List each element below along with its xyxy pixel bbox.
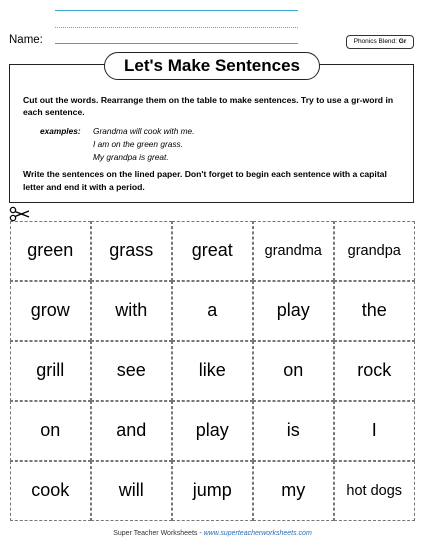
word-card[interactable]: on bbox=[10, 401, 92, 462]
word-card[interactable]: rock bbox=[334, 341, 416, 402]
word-card[interactable]: is bbox=[253, 401, 335, 462]
phonics-blend-badge bbox=[346, 35, 414, 49]
word-card[interactable]: play bbox=[172, 401, 254, 462]
instructions-write: Write the sentences on the lined paper. Don't forget to begin each sentence with a capital letter and end it with a period. bbox=[23, 169, 387, 192]
footer-url-link[interactable]: www.superteacherworksheets.com bbox=[203, 530, 312, 537]
badge-prefix: Phonics Blend: bbox=[353, 38, 397, 45]
word-card[interactable]: grandpa bbox=[334, 221, 416, 282]
example-sentence: I am on the green grass. bbox=[93, 139, 183, 149]
word-card[interactable]: grandma bbox=[253, 221, 335, 282]
word-card[interactable]: play bbox=[253, 281, 335, 342]
instructions-intro: Cut out the words. Rearrange them on the table to make sentences. Try to use a gr-word in each sentence. bbox=[23, 95, 394, 117]
name-line-midline bbox=[55, 27, 298, 28]
word-card[interactable]: and bbox=[91, 401, 173, 462]
word-card[interactable]: jump bbox=[172, 461, 254, 522]
word-card[interactable]: grill bbox=[10, 341, 92, 402]
page-title: Let's Make Sentences bbox=[104, 52, 320, 80]
word-card[interactable]: green bbox=[10, 221, 92, 282]
word-card[interactable]: see bbox=[91, 341, 173, 402]
footer bbox=[0, 530, 425, 537]
word-card[interactable]: cook bbox=[10, 461, 92, 522]
word-card[interactable]: the bbox=[334, 281, 416, 342]
word-card[interactable]: great bbox=[172, 221, 254, 282]
name-line-top bbox=[55, 10, 298, 11]
word-card[interactable]: like bbox=[172, 341, 254, 402]
example-sentence: Grandma will cook with me. bbox=[93, 126, 195, 136]
footer-publisher: Super Teacher Worksheets - bbox=[113, 530, 204, 537]
word-card[interactable]: a bbox=[172, 281, 254, 342]
word-card[interactable]: grass bbox=[91, 221, 173, 282]
word-card[interactable]: will bbox=[91, 461, 173, 522]
name-label: Name: bbox=[9, 34, 43, 46]
example-sentence: My grandpa is great. bbox=[93, 152, 169, 162]
word-card[interactable]: with bbox=[91, 281, 173, 342]
name-field[interactable] bbox=[55, 43, 298, 44]
word-card[interactable]: I bbox=[334, 401, 416, 462]
word-card[interactable]: on bbox=[253, 341, 335, 402]
word-card[interactable]: my bbox=[253, 461, 335, 522]
word-cards-grid bbox=[10, 221, 415, 521]
examples-label: examples: bbox=[40, 126, 81, 136]
word-card[interactable]: hot dogs bbox=[334, 461, 416, 522]
word-card[interactable]: grow bbox=[10, 281, 92, 342]
badge-blend: Gr bbox=[398, 38, 407, 45]
